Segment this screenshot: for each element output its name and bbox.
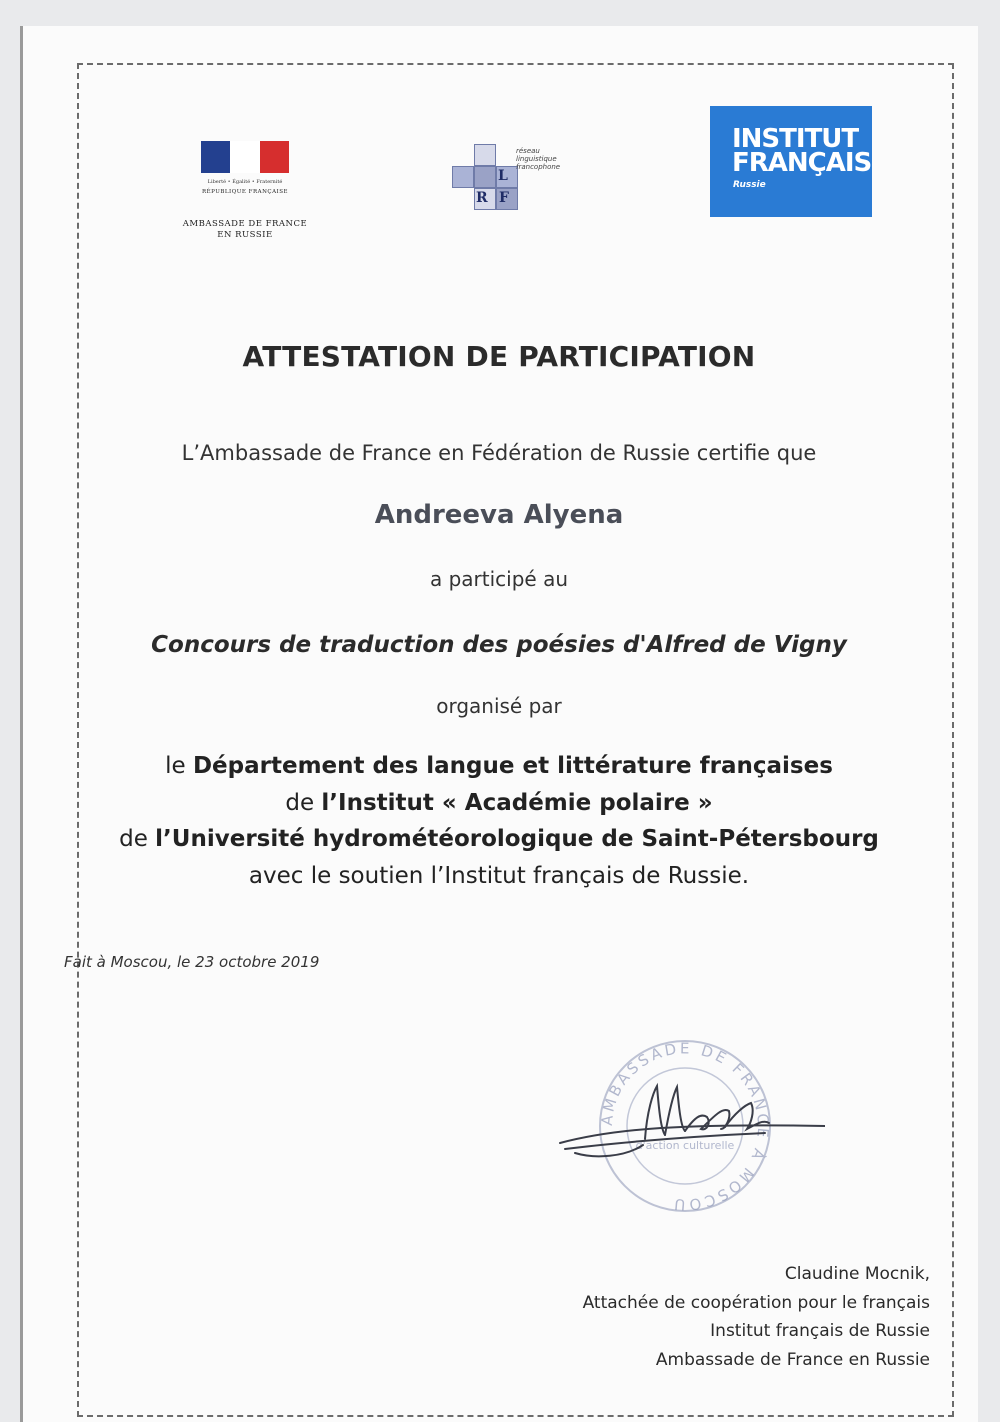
rlf-caption	[516, 147, 560, 171]
organizer-university: l’Université hydrométéorologique de Saint-Pétersbourg	[155, 826, 879, 852]
rlf-cube-icon	[474, 144, 496, 166]
institut-logo-line1: INSTITUT	[732, 124, 859, 154]
organized-by-line: organisé par	[436, 694, 562, 718]
contest-name: Concours de traduction des poésies d'Alfred de Vigny	[151, 632, 847, 658]
organizer-line2-prefix: de	[285, 789, 322, 816]
organizer-block	[20, 748, 978, 894]
rlf-caption-line1: réseau	[516, 147, 540, 155]
embassy-caption-line1: AMBASSADE DE FRANCE	[182, 219, 308, 229]
embassy-caption-line2: EN RUSSIE	[217, 230, 273, 240]
certificate-title: ATTESTATION DE PARTICIPATION	[242, 340, 756, 373]
rlf-logo	[452, 144, 612, 214]
institut-logo-line2: FRANÇAIS	[732, 148, 872, 178]
signatory-name: Claudine Mocnik,	[784, 1264, 930, 1284]
republique-francaise-logo	[180, 141, 310, 241]
organizer-line1	[20, 748, 978, 785]
rlf-cube-icon	[452, 166, 474, 188]
signatory-role: Attachée de coopération pour le français	[582, 1292, 930, 1313]
rlf-caption-line2: linguistique	[516, 155, 557, 163]
signatory-org2: Ambassade de France en Russie	[655, 1349, 930, 1370]
marianne-flag-icon	[201, 141, 289, 173]
scan-edge	[20, 26, 23, 1422]
rlf-letter-f: F	[499, 190, 509, 206]
stamp-text: AMBASSADE DE FRANCE À MOSCOU	[597, 1039, 773, 1214]
organizer-line3-prefix: de	[119, 826, 156, 852]
rlf-letter-r: R	[476, 190, 488, 206]
organizer-institute: l’Institut « Académie polaire »	[321, 789, 713, 816]
organizer-department: Département des langue et littérature françaises	[192, 753, 833, 779]
organizer-line3	[20, 821, 978, 858]
certify-line: L’Ambassade de France en Fédération de Russie certifie que	[181, 441, 817, 465]
recipient-name: Andreeva Alyena	[374, 500, 624, 530]
organizer-line4: avec le soutien l’Institut français de Russie.	[248, 862, 750, 889]
institut-logo-line3: Russie	[733, 180, 766, 190]
place-date: Fait à Moscou, le 23 octobre 2019	[64, 953, 320, 971]
rf-motto: Liberté • Égalité • Fraternité	[207, 179, 283, 185]
institut-francais-logo	[710, 106, 872, 217]
rlf-caption-line3: francophone	[516, 163, 561, 171]
organizer-line1-prefix: le	[165, 753, 193, 779]
participated-line: a participé au	[429, 567, 569, 591]
official-stamp-and-signature	[525, 1031, 825, 1221]
signatory-org1: Institut français de Russie	[710, 1321, 930, 1341]
rlf-cube-icon	[474, 166, 496, 188]
stamp-inner-text: d'action culturelle	[635, 1139, 735, 1152]
embassy-caption	[180, 219, 310, 241]
signatory-block	[583, 1260, 930, 1374]
rlf-letter-l: L	[498, 168, 508, 184]
certificate-sheet	[20, 26, 978, 1422]
rf-name: RÉPUBLIQUE FRANÇAISE	[201, 189, 289, 195]
organizer-line2	[20, 785, 978, 822]
